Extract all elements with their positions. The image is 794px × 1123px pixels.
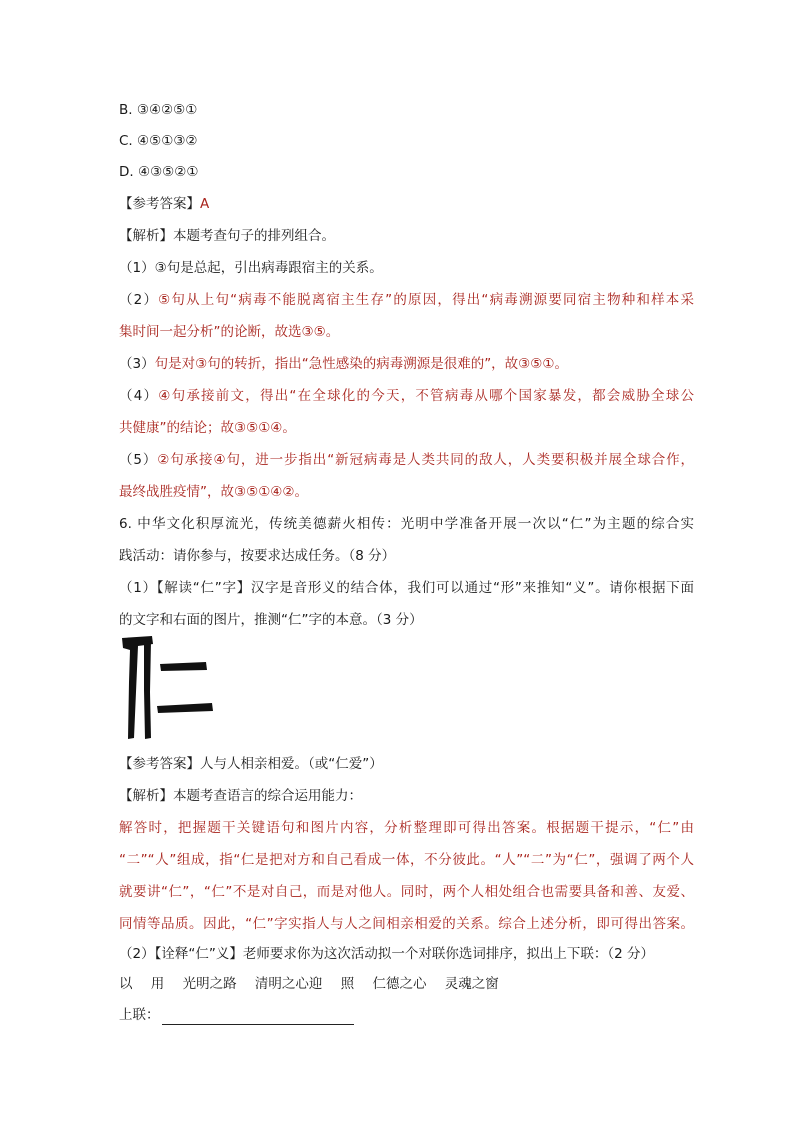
analysis1-p2-line1	[119, 290, 694, 310]
analysis1-p4-line1	[119, 386, 694, 406]
analysis1-p3-text: 句是对③句的转折，指出“急性感染的病毒溯源是很难的”，故③⑤①。	[154, 356, 568, 372]
word-item: 清明之心迎	[254, 976, 323, 992]
question6-line1: 6. 中华文化积厚流光，传统美德薪火相传：光明中学准备开展一次以“仁”为主题的综合实	[119, 516, 694, 532]
analysis1-label: 【解析】本题考查句子的排列组合。	[119, 228, 335, 244]
question6-sub1-line1: （1）【解读“仁”字】汉字是音形义的结合体，我们可以通过“形”来推知“义”。请你根据下面	[119, 580, 694, 596]
analysis1-p5-text: ②句承接④句，进一步指出“新冠病毒是人类共同的敌人，人类要积极并展全球合作，	[157, 452, 695, 468]
answer1-value: A	[200, 196, 210, 212]
answer2-text: 【参考答案】人与人相亲相爱。（或“仁爱”）	[119, 756, 383, 772]
word-item: 光明之路	[182, 976, 237, 992]
option-c: C. ④⑤①③②	[119, 133, 198, 149]
ren-character-calligraphy-image	[118, 632, 216, 744]
analysis1-p1: （1）③句是总起，引出病毒跟宿主的关系。	[119, 260, 383, 276]
analysis1-p5-line1	[119, 450, 694, 470]
upper-couplet-label: 上联：	[119, 1007, 160, 1023]
word-item: 照	[340, 976, 355, 992]
analysis2-line2: “二”“人”组成，指“仁是把对方和自己看成一体，不分彼此。“人”“二”为“仁”，强调了两个人	[119, 852, 694, 868]
word-item: 仁德之心	[372, 976, 427, 992]
question6-line2: 践活动：请你参与，按要求达成任务。（8 分）	[119, 548, 396, 564]
answer1-label: 【参考答案】	[119, 196, 200, 212]
analysis1-p5-line2: 最终战胜疫情”，故③⑤①④②。	[119, 484, 309, 500]
question6-sub1-line2: 的文字和右面的图片，推测“仁”字的本意。（3 分）	[119, 612, 423, 628]
word-item: 以	[119, 976, 133, 992]
analysis2-label: 【解析】本题考查语言的综合运用能力：	[119, 788, 362, 804]
analysis2-line4: 同情等品质。因此，“仁”字实指人与人之间相亲相爱的关系。综合上述分析，即可得出答案。	[119, 916, 694, 932]
analysis1-p2-line2: 集时间一起分析”的论断，故选③⑤。	[119, 324, 340, 340]
analysis1-p4-line2: 共健康”的结论；故③⑤①④。	[119, 420, 296, 436]
word-list	[119, 974, 694, 994]
analysis1-p3	[119, 354, 694, 374]
analysis1-p4-prefix: （4）	[119, 388, 159, 404]
analysis2-line3: 就要讲“仁”，“仁”不是对自己，而是对他人。同时，两个人相处组合也需要具备和善、友爱、	[119, 884, 694, 900]
analysis2-line1: 解答时，把握题干关键语句和图片内容，分析整理即可得出答案。根据题干提示，“仁”由	[119, 820, 694, 836]
word-item: 用	[150, 976, 165, 992]
analysis1-p2-prefix: （2）	[119, 292, 159, 308]
option-b: B. ③④②⑤①	[119, 102, 198, 118]
option-d: D. ④③⑤②①	[119, 164, 199, 180]
word-item: 灵魂之窗	[444, 976, 499, 992]
sub2-line1: （2）【诠释“仁”义】老师要求你为这次活动拟一个对联你选词排序，拟出上下联：（2 分）	[119, 946, 654, 962]
answer1-row	[119, 194, 694, 214]
analysis1-p5-prefix: （5）	[119, 452, 158, 468]
analysis1-p3-prefix: （3）	[119, 356, 155, 372]
analysis1-p4-text: ④句承接前文，得出“在全球化的今天，不管病毒从哪个国家暴发，都会威胁全球公	[158, 388, 694, 404]
analysis1-p2-text: ⑤句从上句“病毒不能脱离宿主生存”的原因，得出“病毒溯源要同宿主物种和样本采	[158, 292, 694, 308]
upper-couplet-blank[interactable]	[162, 1008, 354, 1025]
upper-couplet-row	[119, 1005, 354, 1025]
